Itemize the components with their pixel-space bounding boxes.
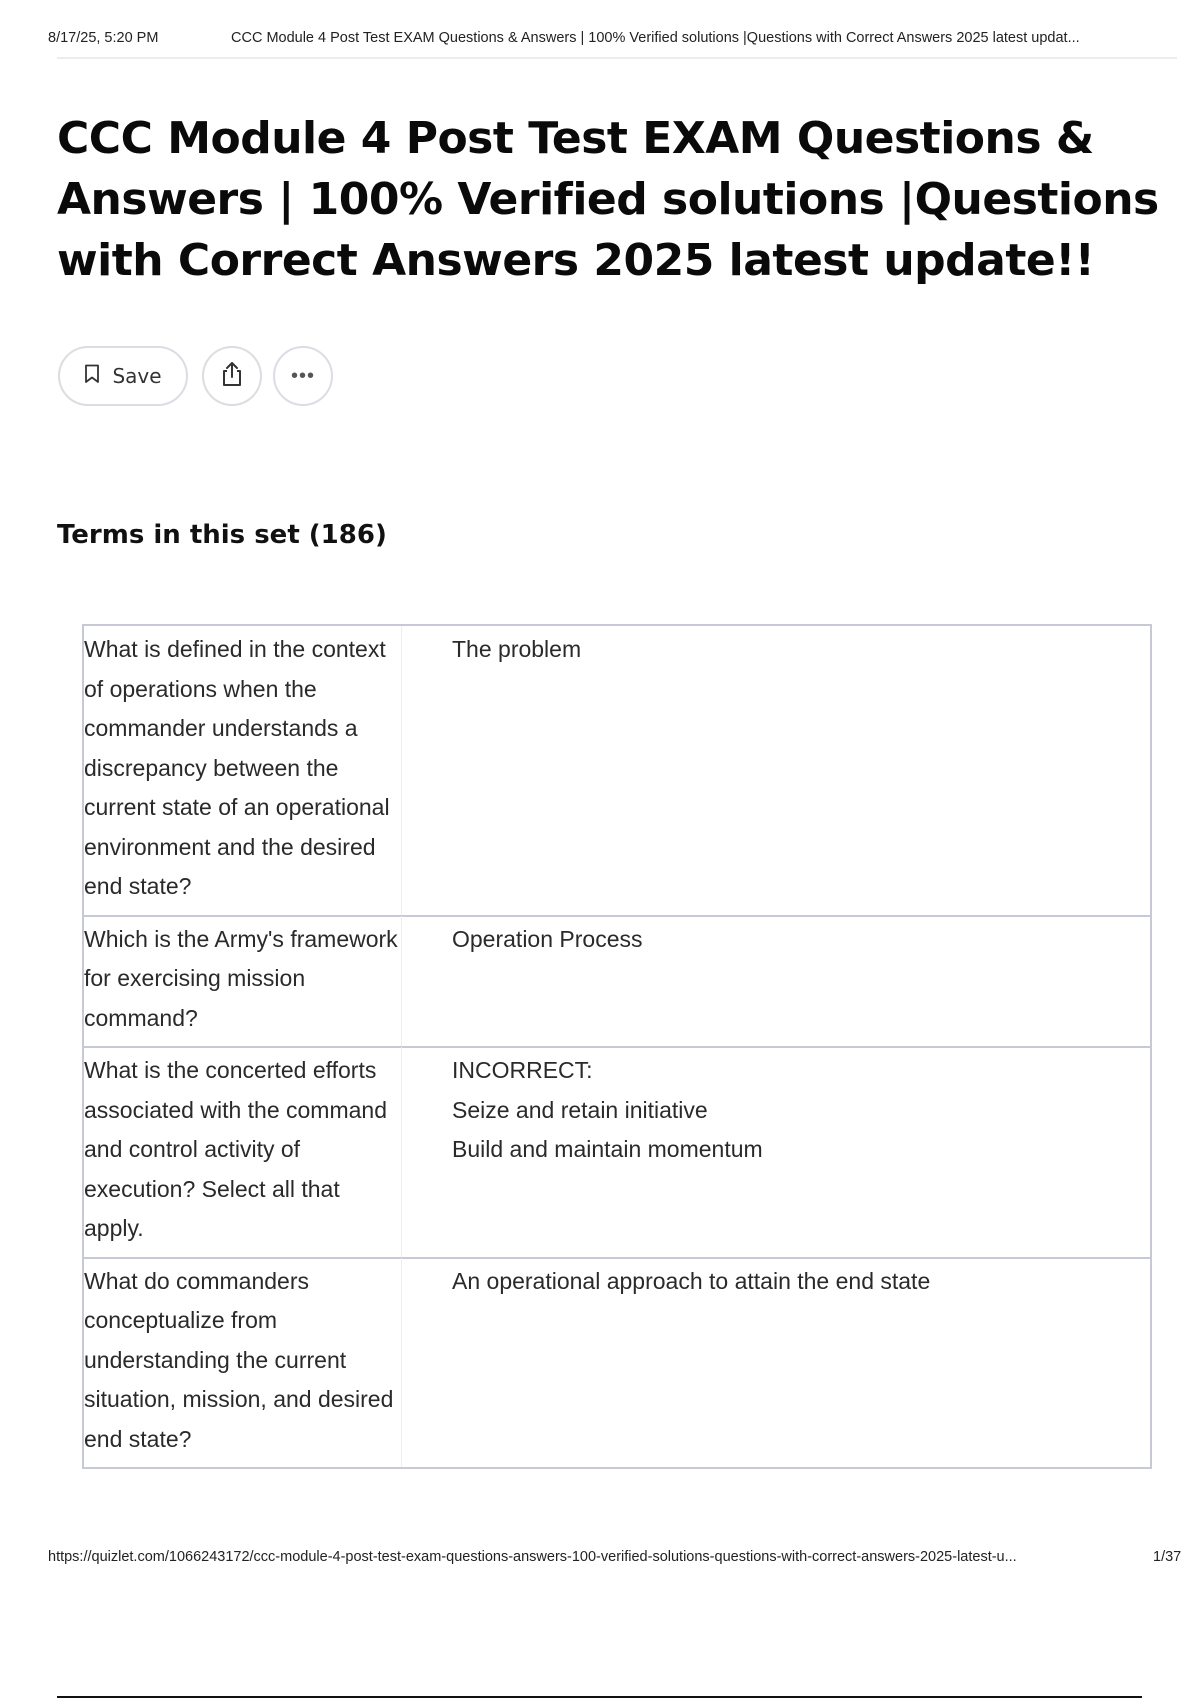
term-answer-line: Seize and retain initiative [452,1096,708,1123]
save-button-label: Save [112,364,162,388]
print-doc-title: CCC Module 4 Post Test EXAM Questions & Answers | 100% Verified solutions |Questions with Correct Answers 2025 latest updat... [231,30,1080,46]
term-answer [402,1258,1150,1468]
bookmark-icon [84,364,100,389]
terms-heading: Terms in this set (186) [57,520,387,550]
term-question: What do commanders conceptualize from understanding the current situation, mission, and desired end state? [84,1258,402,1468]
more-options-icon: ••• [290,364,315,387]
term-answer-line: Operation Process [452,925,643,952]
page-number: 1/37 [1153,1549,1182,1565]
print-url: https://quizlet.com/1066243172/ccc-module-4-post-test-exam-questions-answers-100-verified-solutions-questions-with-correct-answers-2025-latest-u... [48,1549,1017,1565]
term-answer [402,916,1150,1047]
term-row[interactable] [82,1046,1152,1259]
header-divider [57,57,1177,59]
term-answer [402,1047,1150,1257]
term-question: What is the concerted efforts associated with the command and control activity of execution? Select all that apply. [84,1047,402,1257]
term-answer-line: An operational approach to attain the end state [452,1267,931,1294]
terms-table [82,624,1152,1469]
page-title: CCC Module 4 Post Test EXAM Questions & Answers | 100% Verified solutions |Questions with Correct Answers 2025 latest update!! [57,113,1159,286]
term-question: What is defined in the context of operations when the commander understands a discrepancy between the current state of an operational environment and the desired end state? [84,626,402,915]
term-answer [402,626,1150,915]
term-row[interactable] [82,915,1152,1049]
term-question: Which is the Army's framework for exercising mission command? [84,916,402,1047]
term-row[interactable] [82,1257,1152,1470]
term-answer-line: INCORRECT: [452,1057,593,1083]
term-row[interactable] [82,624,1152,917]
term-answer-line: The problem [452,636,582,662]
term-answer-line: Build and maintain momentum [452,1136,763,1162]
bottom-divider [57,1696,1142,1698]
more-options-button[interactable] [273,346,333,406]
share-icon [219,360,245,393]
share-button[interactable] [202,346,262,406]
save-button[interactable] [58,346,188,406]
print-date: 8/17/25, 5:20 PM [48,30,159,46]
